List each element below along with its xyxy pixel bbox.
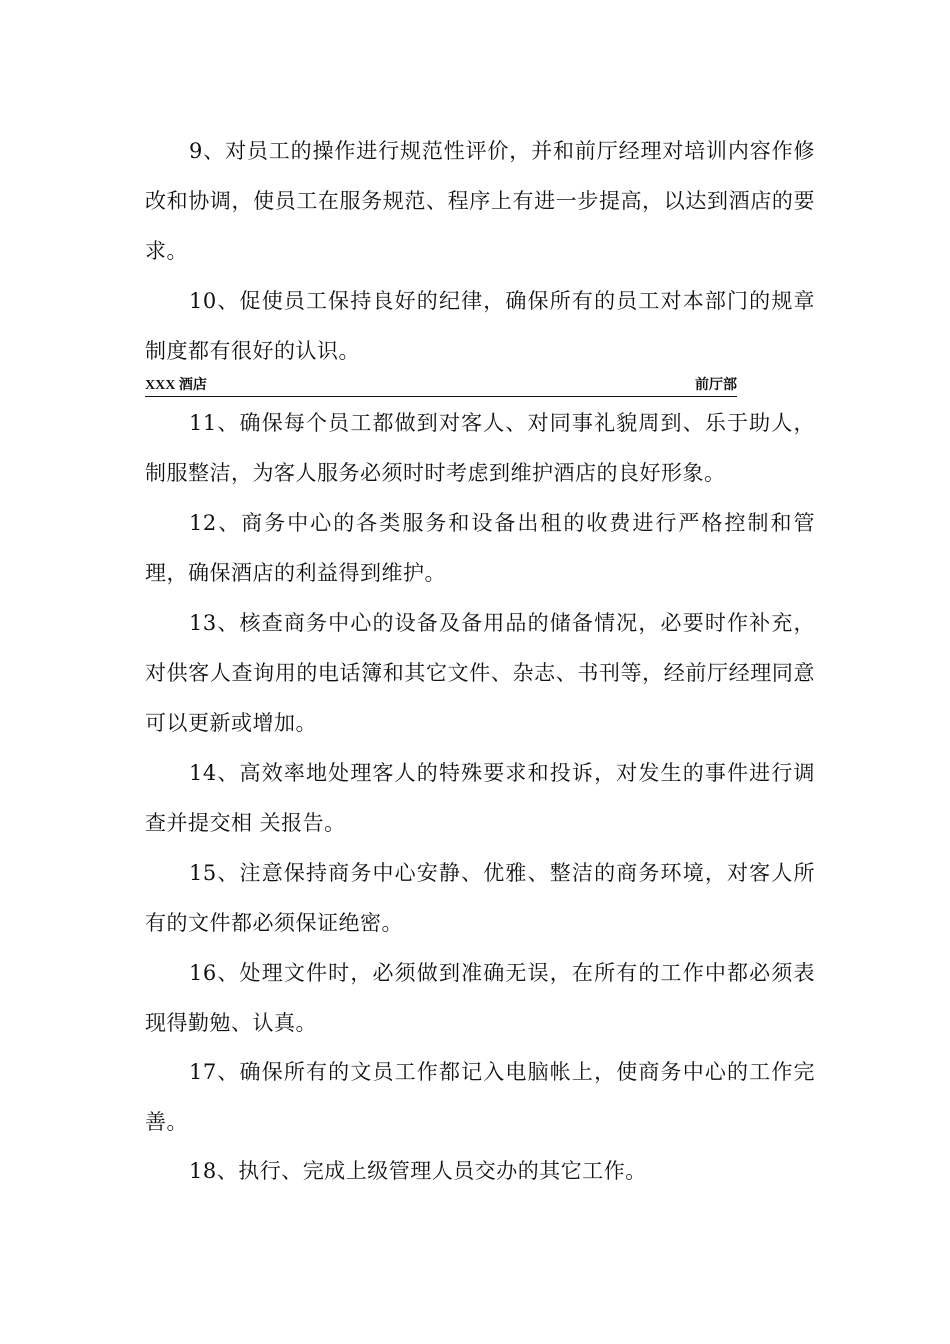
paragraph-item-10: 10、促使员工保持良好的纪律，确保所有的员工对本部门的规章制度都有很好的认识。 [145,289,815,363]
header-department: 前厅部 [695,378,737,393]
paragraph-item-14: 14、高效率地处理客人的特殊要求和投诉，对发生的事件进行调查并提交相 关报告。 [145,761,815,835]
paragraph-item-17: 17、确保所有的文员工作都记入电脑帐上，使商务中心的工作完善。 [145,1060,815,1134]
paragraph-item-15: 15、注意保持商务中心安静、优雅、整洁的商务环境，对客人所有的文件都必须保证绝密。 [145,861,815,935]
paragraph-item-18: 18、执行、完成上级管理人员交办的其它工作。 [189,1159,647,1183]
paragraph-item-9: 9、对员工的操作进行规范性评价，并和前厅经理对培训内容作修改和协调，使员工在服务规范、程序上有进一步提高，以达到酒店的要求。 [145,139,815,263]
paragraph-item-12: 12、商务中心的各类服务和设备出租的收费进行严格控制和管理，确保酒店的利益得到维护。 [145,511,815,585]
paragraph-item-16: 16、处理文件时，必须做到准确无误，在所有的工作中都必须表现得勤勉、认真。 [145,961,815,1035]
paragraph-item-13: 13、核查商务中心的设备及备用品的储备情况，必要时作补充，对供客人查询用的电话簿和其它文件、杂志、书刊等，经前厅经理同意可以更新或增加。 [145,611,815,735]
header-hotel-name: XXX 酒店 [145,378,207,393]
paragraph-item-11: 11、确保每个员工都做到对客人、对同事礼貌周到、乐于助人，制服整洁，为客人服务必须时时考虑到维护酒店的良好形象。 [145,411,815,485]
running-header [145,376,737,397]
